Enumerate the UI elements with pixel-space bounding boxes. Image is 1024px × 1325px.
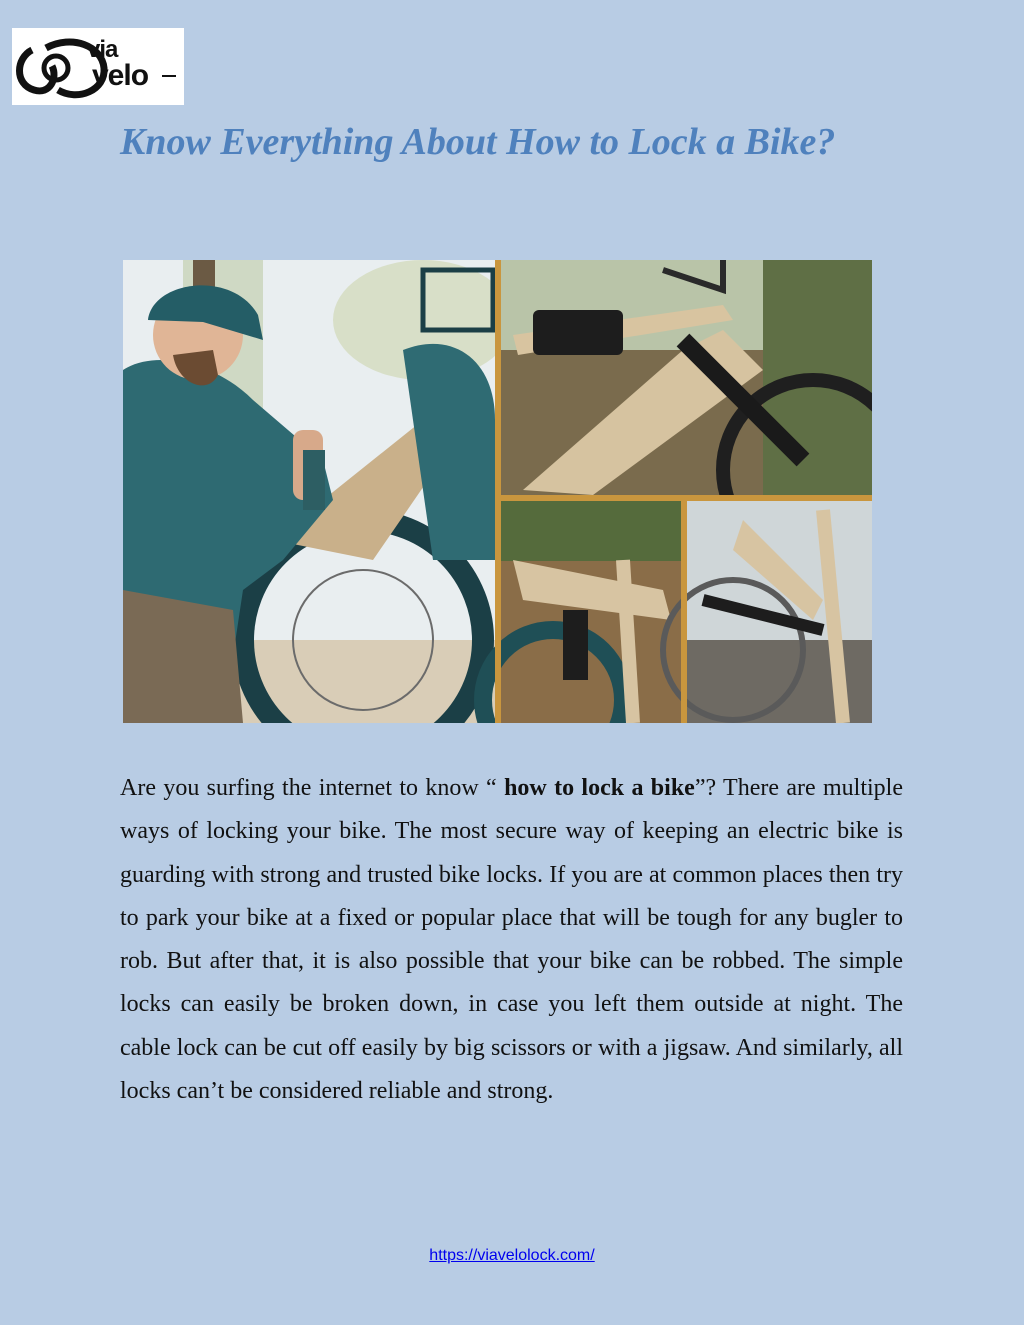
page-title: Know Everything About How to Lock a Bike?: [120, 121, 836, 163]
footer: [0, 1247, 1024, 1265]
logo-word-velo: velo: [92, 59, 149, 92]
intro-keyword: how to lock a bike: [504, 775, 695, 801]
intro-paragraph: [120, 767, 903, 1113]
photo-man-locking-bike: [123, 260, 513, 723]
logo-word-via: via: [87, 36, 118, 63]
intro-lead: Are you surfing the internet to know “: [120, 775, 505, 801]
website-link[interactable]: https://viavelolock.com/: [429, 1247, 595, 1264]
intro-rest: ”? There are multiple ways of locking your bike. The most secure way of keeping an electric bike is guarding with strong and trusted bike locks. If you are at common places then try to park your bike at a fixed or popular place that will be tough for any bugler to rob. But after that, it is also possible that your bike can be robbed. The simple locks can easily be broken down, in case you left them outside at night. The cable lock can be cut off easily by big scissors or with a jigsaw. And similarly, all locks can’t be considered reliable and strong.: [120, 775, 903, 1105]
bike-lock-photo-collage: [123, 260, 872, 723]
photo-lock-on-parked-bike: [663, 501, 872, 723]
photo-teal-bike-lock: [483, 501, 681, 723]
viavelo-logo: [12, 28, 184, 105]
